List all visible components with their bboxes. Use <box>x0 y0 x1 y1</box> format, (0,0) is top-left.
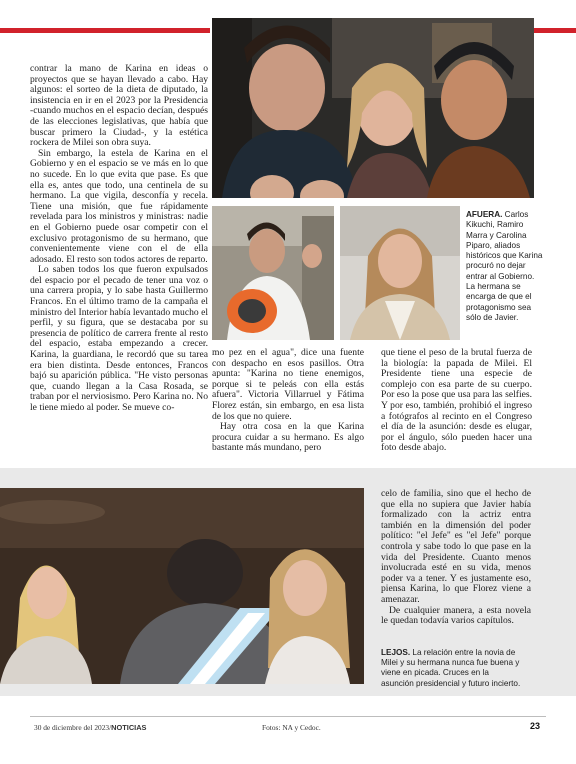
article-column-1 <box>30 64 208 452</box>
caption-afuera-tag: AFUERA. <box>466 210 503 219</box>
article-paragraph: contrar la mano de Karina en ideas o proyectos que se hayan llevado a cabo. Hay algunos: el sorteo de la dieta de diputado, la insistencia en ir en el 2023 por la Presidencia -cuando muchos en el espacio decían, después de las elecciones legislativas, que había que buscar primero la Ciudad-, y la estética rockera de Milei son obra suya. <box>30 63 208 149</box>
footer-credits: Fotos: NA y Cedoc. <box>262 723 321 732</box>
article-paragraph: Hay otra cosa en la que Karina procura cuidar a su hermano. Es algo bastante más mundano, pero <box>212 421 364 454</box>
article-paragraph: mo pez en el agua", dice una fuente con despacho en esos pasillos. Otra apunta: "Karina no tiene enemigos, porque si te peleás con ella estás afuera". Victoria Villarruel y Fátima Florez están, sin embargo, en esa lista de los que no quiere. <box>212 347 364 422</box>
footer-rule <box>30 716 546 717</box>
footer-date-text: 30 de diciembre del 2023/ <box>34 723 112 732</box>
section-accent-bar-right <box>534 28 576 33</box>
caption-afuera-text: Carlos Kikuchi, Ramiro Marra y Carolina Piparo, aliados históricos que Karina procuró no dejar entrar al Gobierno. La hermana se encarga de que el protagonismo sea sólo de Javier. <box>466 210 543 322</box>
photo-selfie <box>212 18 534 198</box>
article-paragraph: De cualquier manera, a esta novela le quedan todavía varios capítulos. <box>381 604 531 627</box>
photo-piparo <box>340 206 460 340</box>
footer-brand: NOTICIAS <box>111 723 147 732</box>
article-paragraph: celo de familia, sino que el hecho de que ella no supiera que Javier había formalizado con la actriz entra también en la dimensión del poder político: "el Jefe" es "el Jefe" porque controla y sabe todo lo que pase en la vida del Presidente. Cuanto menos involucrada esté en su vida, menos poder va a tener. Y es justamente eso, piensa Karina, lo que Florez viene a amenazar. <box>381 488 531 605</box>
page-number: 23 <box>530 721 541 731</box>
photo-balcony <box>0 488 364 684</box>
caption-afuera <box>466 210 544 323</box>
article-column-4 <box>381 489 531 639</box>
article-paragraph: Lo saben todos los que fueron expulsados del espacio por el pecado de tener una voz o una carrera propia, y lo sabe hasta Guillermo Francos. En el último tramo de la campaña el ministro del Interior había levantado mucho el perfil, y su figura, que se destacaba por su presencia de político de carrera frente al resto del espacio, estaba empezando a crecer. Karina, la guardiana, le recordó que su tarea era bien distinta. Desde entonces, Francos bajó su aparición pública. "He visto personas que, cuando llegan a la Casa Rosada, se traban por el nerviosismo. Pero Karina no. No le tiene miedo al poder. Se mueve co- <box>30 264 208 413</box>
article-column-3 <box>381 348 532 456</box>
article-paragraph: que tiene el peso de la brutal fuerza de la biología: la papada de Milei. El Presidente tiene una especie de complejo con esa parte de su cuerpo. Por eso la pose que usa para las selfies. Y por eso, también, prohibió el ingreso a fotógrafos al recinto en el Congreso el día de la asunción: desde es elugar, por el ángulo, sólo pueden hacer una foto desde abajo. <box>381 347 532 454</box>
caption-lejos-tag: LEJOS. <box>381 648 411 657</box>
caption-lejos-text: La relación entre la novia de Milei y su hermana nunca fue buena y viene en picada. Cruces en la asunción presidencial y futuro incierto. <box>381 648 521 688</box>
section-accent-bar <box>0 28 210 33</box>
article-column-2 <box>212 348 364 456</box>
caption-lejos <box>381 648 521 689</box>
article-paragraph: Sin embargo, la estela de Karina en el Gobierno y en el espacio se ve más en lo que no sucede. En lo que evita que pase. Es que ella es, antes que todo, una centinela de su hermano. La que vigila, desconfía y recela. Tiene una misión, que fue rápidamente revelada para los ministros y ministras: nadie en el Gobierno puede osar competir con el exclusivo protagonismo de su hermano, que convenientemente viene con el de ella adosado. El resto son todos actores de reparto. <box>30 147 208 265</box>
footer-date <box>34 723 146 732</box>
photo-marra <box>212 206 334 340</box>
